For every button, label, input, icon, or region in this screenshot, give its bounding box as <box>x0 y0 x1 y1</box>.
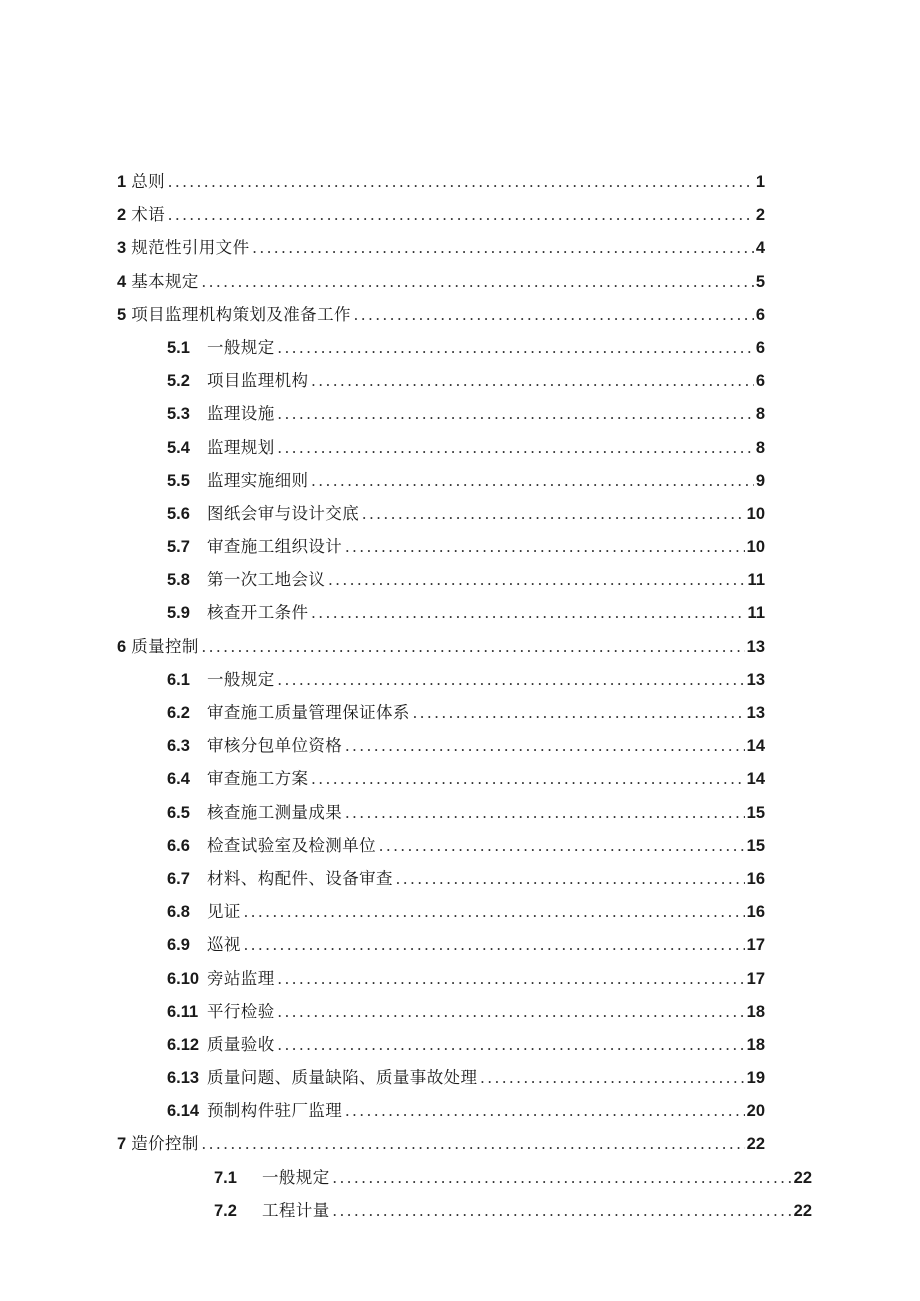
dot-leader <box>278 438 754 455</box>
toc-entry-page-number: 15 <box>746 803 765 822</box>
toc-entry-label: 审查施工质量管理保证体系 <box>207 703 410 722</box>
toc-entry-label: 图纸会审与设计交底 <box>207 503 360 523</box>
toc-entry-page-number: 11 <box>747 604 765 623</box>
toc-entry-label: 审查施工方案 <box>207 769 309 789</box>
toc-entry-number: 6.4 <box>167 770 190 789</box>
toc-entry[interactable] <box>0 1097 920 1130</box>
dot-leader <box>345 537 744 554</box>
toc-entry-label: 一般规定 <box>207 669 275 689</box>
toc-entry-number: 5.4 <box>167 438 190 457</box>
toc-entry[interactable] <box>0 699 920 732</box>
dot-leader <box>328 570 745 587</box>
toc-entry[interactable] <box>0 732 920 765</box>
toc-entry[interactable] <box>0 201 920 234</box>
toc-entry[interactable] <box>0 1130 920 1163</box>
dot-leader <box>354 305 754 322</box>
dot-leader <box>311 603 745 620</box>
toc-entry-page-number: 8 <box>755 405 765 424</box>
toc-entry-number: 6.5 <box>167 803 190 822</box>
toc-entry-label: 项目监理机构策划及准备工作 <box>131 304 351 324</box>
toc-entry-number: 6.13 <box>167 1069 200 1088</box>
toc-entry-number: 6.2 <box>167 704 190 722</box>
toc-entry-label: 质量控制 <box>131 636 199 656</box>
toc-entry-number: 6.1 <box>167 670 190 689</box>
toc-entry-label: 预制构件驻厂监理 <box>207 1101 343 1121</box>
toc-entry-number: 6 <box>117 637 127 656</box>
dot-leader <box>480 1068 744 1085</box>
toc-entry-page-number: 20 <box>746 1102 765 1121</box>
toc-entry-number: 5.8 <box>167 571 190 590</box>
toc-entry-label: 检查试验室及检测单位 <box>207 835 376 855</box>
toc-entry-label: 一般规定 <box>207 337 275 357</box>
dot-leader <box>278 969 745 986</box>
toc-entry-label: 核查开工条件 <box>207 603 309 623</box>
toc-entry-page-number: 22 <box>746 1135 765 1154</box>
toc-entry[interactable] <box>0 1197 920 1230</box>
table-of-contents <box>0 168 920 1230</box>
toc-entry[interactable] <box>0 799 920 832</box>
toc-entry[interactable] <box>0 334 920 367</box>
toc-entry-page-number: 6 <box>755 338 765 357</box>
toc-entry-label: 项目监理机构 <box>207 371 309 391</box>
toc-entry-page-number: 10 <box>746 504 765 523</box>
dot-leader <box>333 1201 792 1218</box>
toc-entry-page-number: 16 <box>746 869 765 888</box>
toc-entry-number: 6.3 <box>167 737 190 756</box>
toc-entry[interactable] <box>0 301 920 334</box>
toc-entry-number: 5.6 <box>167 504 190 523</box>
toc-entry[interactable] <box>0 1031 920 1064</box>
toc-entry-page-number: 4 <box>755 239 765 258</box>
dot-leader <box>333 1168 792 1185</box>
dot-leader <box>202 1134 745 1151</box>
toc-entry-number: 6.10 <box>167 969 200 988</box>
toc-entry-label: 一般规定 <box>262 1167 330 1187</box>
toc-entry-label: 质量问题、质量缺陷、质量事故处理 <box>207 1068 478 1088</box>
toc-entry-page-number: 1 <box>755 173 765 191</box>
dot-leader <box>244 902 745 919</box>
toc-entry-number: 1 <box>117 173 127 191</box>
toc-entry[interactable] <box>0 898 920 931</box>
toc-entry-label: 第一次工地会议 <box>207 570 326 590</box>
dot-leader <box>278 670 745 687</box>
dot-leader <box>311 371 753 388</box>
toc-entry[interactable] <box>0 666 920 699</box>
dot-leader <box>311 769 744 786</box>
dot-leader <box>413 703 745 720</box>
toc-entry-label: 审核分包单位资格 <box>207 736 343 756</box>
toc-entry-number: 7.2 <box>214 1201 237 1220</box>
dot-leader <box>253 238 754 255</box>
toc-entry-label: 规范性引用文件 <box>131 238 250 258</box>
toc-entry-number: 5.1 <box>167 338 190 357</box>
toc-entry-page-number: 13 <box>746 704 765 722</box>
toc-entry[interactable] <box>0 765 920 798</box>
toc-entry[interactable] <box>0 500 920 533</box>
toc-entry-label: 基本规定 <box>131 271 199 291</box>
toc-entry[interactable] <box>0 998 920 1031</box>
toc-entry-number: 4 <box>117 272 127 291</box>
toc-entry-page-number: 18 <box>746 1035 765 1054</box>
toc-entry-number: 6.11 <box>167 1002 199 1021</box>
dot-leader <box>396 869 745 886</box>
toc-entry[interactable] <box>0 367 920 400</box>
toc-entry-label: 总则 <box>131 172 165 191</box>
toc-entry-number: 6.6 <box>167 836 190 855</box>
toc-entry[interactable] <box>0 400 920 433</box>
toc-entry-page-number: 17 <box>746 969 765 988</box>
dot-leader <box>202 272 754 289</box>
toc-entry-number: 5.3 <box>167 405 190 424</box>
toc-entry-number: 6.12 <box>167 1035 200 1054</box>
toc-entry-label: 巡视 <box>207 935 241 955</box>
toc-entry-label: 核查施工测量成果 <box>207 802 343 822</box>
toc-entry-page-number: 14 <box>746 737 765 756</box>
toc-entry[interactable] <box>0 633 920 666</box>
toc-entry-label: 平行检验 <box>207 1001 275 1021</box>
toc-entry-page-number: 10 <box>746 538 765 557</box>
dot-leader <box>345 1101 744 1118</box>
toc-entry-page-number: 22 <box>793 1201 812 1220</box>
toc-entry[interactable] <box>0 931 920 964</box>
toc-entry[interactable] <box>0 467 920 500</box>
toc-entry-page-number: 22 <box>793 1168 812 1187</box>
dot-leader <box>345 803 744 820</box>
toc-entry[interactable] <box>0 533 920 566</box>
toc-entry-label: 质量验收 <box>207 1034 275 1054</box>
toc-entry[interactable] <box>0 566 920 599</box>
toc-entry-number: 5 <box>117 305 127 324</box>
toc-entry-page-number: 13 <box>746 637 765 656</box>
toc-entry[interactable] <box>0 234 920 267</box>
toc-entry[interactable] <box>0 1064 920 1097</box>
toc-entry-label: 术语 <box>131 205 165 225</box>
toc-entry[interactable] <box>0 268 920 301</box>
toc-entry-number: 6.9 <box>167 936 190 955</box>
toc-entry[interactable] <box>0 865 920 898</box>
dot-leader <box>278 1002 745 1019</box>
toc-entry-number: 6.7 <box>167 869 190 888</box>
toc-entry-page-number: 6 <box>755 305 765 324</box>
dot-leader <box>244 935 745 952</box>
toc-entry-number: 3 <box>117 239 127 258</box>
toc-entry-label: 审查施工组织设计 <box>207 537 343 557</box>
toc-entry-label: 工程计量 <box>262 1200 330 1220</box>
toc-entry-label: 监理设施 <box>207 404 275 424</box>
toc-entry-page-number: 15 <box>746 836 765 855</box>
toc-entry-label: 材料、构配件、设备审查 <box>207 868 393 888</box>
dot-leader <box>278 1035 745 1052</box>
toc-entry-page-number: 2 <box>755 206 765 225</box>
toc-entry-number: 5.7 <box>167 538 190 557</box>
toc-entry-page-number: 13 <box>746 670 765 689</box>
dot-leader <box>311 471 753 488</box>
toc-entry-number: 7.1 <box>214 1168 237 1187</box>
toc-entry-page-number: 18 <box>746 1002 765 1021</box>
toc-entry-label: 旁站监理 <box>207 968 275 988</box>
toc-entry-number: 5.9 <box>167 604 190 623</box>
dot-leader <box>202 637 745 654</box>
dot-leader <box>345 736 744 753</box>
dot-leader <box>168 205 754 222</box>
toc-entry-number: 6.14 <box>167 1102 200 1121</box>
toc-entry-page-number: 17 <box>746 936 765 955</box>
dot-leader <box>168 172 754 189</box>
toc-entry[interactable] <box>0 168 920 201</box>
toc-entry-page-number: 6 <box>755 372 765 391</box>
dot-leader <box>379 836 745 853</box>
toc-entry-number: 6.8 <box>167 903 190 922</box>
toc-entry-page-number: 16 <box>746 903 765 922</box>
toc-entry[interactable] <box>0 832 920 865</box>
toc-entry-page-number: 11 <box>747 571 765 590</box>
toc-entry-label: 监理规划 <box>207 437 275 457</box>
toc-entry-page-number: 8 <box>755 438 765 457</box>
toc-entry-page-number: 5 <box>755 272 765 291</box>
toc-entry-number: 5.2 <box>167 372 190 391</box>
dot-leader <box>362 504 745 521</box>
toc-entry[interactable] <box>0 965 920 998</box>
toc-entry[interactable] <box>0 434 920 467</box>
toc-entry-number: 7 <box>117 1135 127 1154</box>
toc-entry-page-number: 19 <box>746 1069 765 1088</box>
toc-entry-label: 监理实施细则 <box>207 470 309 490</box>
toc-entry-page-number: 14 <box>746 770 765 789</box>
dot-leader <box>278 404 754 421</box>
toc-entry[interactable] <box>0 1164 920 1197</box>
toc-entry-label: 见证 <box>207 902 241 922</box>
toc-entry-number: 5.5 <box>167 471 190 490</box>
dot-leader <box>278 338 754 355</box>
toc-entry-label: 造价控制 <box>131 1134 199 1154</box>
toc-entry-number: 2 <box>117 206 127 225</box>
toc-entry-page-number: 9 <box>755 471 765 490</box>
toc-entry[interactable] <box>0 599 920 632</box>
